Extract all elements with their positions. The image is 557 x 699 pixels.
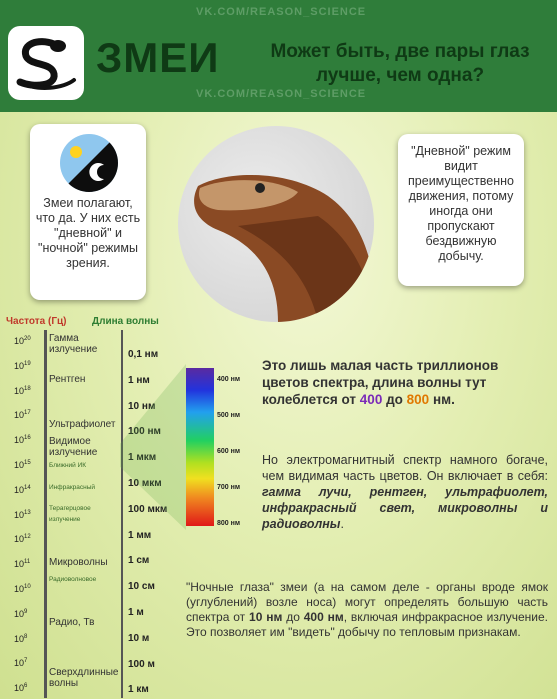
spectrum-nm-label: 600 нм [217,448,241,455]
wavelength-label: 1 мм [128,529,152,541]
spectrum-nm-label: 800 нм [217,520,241,527]
wavelength-label: 10 м [128,632,150,644]
frequency-label: $10^{11}$ [14,559,31,570]
day-mode-text: "Дневной" режим видит преимущественно движения, потому иногда они пропускают бездвижную добычу. [408,144,514,263]
frequency-label: $10^{15}$ [14,460,31,470]
wavelength-label: 0,1 нм [128,349,159,360]
frequency-label: $10^9$ [14,608,28,619]
day-mode-card [398,134,524,286]
snake-logo [8,26,84,100]
watermark-top: VK.COM/REASON_SCIENCE [196,6,367,18]
page-title: ЗМЕИ [96,34,220,81]
spectrum-note: Это лишь малая часть триллионов цветов спектра, длина волны тут колеблется от 400 до 800 нм. [262,358,499,407]
wavelength-label: 1 нм [128,374,150,386]
band-label: Радио, Тв [49,617,95,628]
wavelength-header: Длина волны [92,316,159,327]
visible-spectrum-bar [186,368,214,526]
snake-icon [8,26,84,100]
day-night-text: Змеи полагают, что да. У них есть "дневной" и "ночной" режимы зрения. [35,196,141,270]
frequency-header: Частота (Гц) [6,316,67,327]
band-label: Видимое излучение [49,436,98,458]
sun-icon [70,146,82,158]
frequency-label: $10^6$ [14,683,28,694]
wavelength-label: 10 мкм [128,478,162,489]
frequency-label: $10^7$ [14,658,28,669]
wavelength-label: 1 м [128,607,144,618]
band-label: Ультрафиолет [49,419,116,430]
em-spectrum-text: Но электромагнитный спектр намного богаче, чем видимая часть цветов. Он включает в себя: гамма лучи, рентген, ультрафиолет, инфракрасный свет, микроволны и радиоволны. [262,453,548,531]
range-start: 400 [359,392,383,407]
band-label: Ближний ИК [49,462,87,469]
band-label: Терагерцовое излучение [49,505,91,523]
spectrum-nm-label: 400 нм [217,376,241,383]
frequency-label: $10^{18}$ [14,385,31,396]
frequency-label: $10^{10}$ [14,584,31,594]
range-end: 800 [406,392,430,407]
band-label: Микроволны [49,557,108,568]
watermark-bottom: VK.COM/REASON_SCIENCE [196,88,367,100]
frequency-label: $10^{20}$ [14,336,31,346]
spectrum-nm-label: 500 нм [217,412,241,419]
band-label: Инфракрасный [49,484,96,491]
night-eyes-text: "Ночные глаза" змеи (а на самом деле - органы вроде ямок (углублений) возле носа) могут определять большую часть спектра от 10 нм до 400 нм, включая инфракрасное излучение. Это позволяет им "видеть" добычу по тепловым признакам. [186,580,549,639]
frequency-label: $10^{14}$ [14,484,31,495]
band-label: Радиоволновое [49,576,97,583]
wavelength-label: 100 м [128,658,155,670]
wavelength-label: 10 нм [128,400,156,412]
header-bar [0,0,557,112]
spectrum-nm-label: 700 нм [217,484,241,491]
frequency-label: $10^{12}$ [14,534,31,545]
frequency-label: $10^8$ [14,633,28,644]
frequency-axis [44,330,47,698]
frequency-label: $10^{13}$ [14,509,31,520]
wavelength-label: 100 мкм [128,503,168,515]
band-label: Гамма излучение [49,333,98,355]
page-subtitle: Может быть, две пары глаз лучше, чем одна? [270,41,530,86]
wavelength-axis [121,330,123,698]
frequency-label: $10^{19}$ [14,360,31,371]
day-night-icon [58,132,120,194]
wavelength-label: 1 км [128,684,149,696]
frequency-label: $10^{17}$ [14,410,31,421]
wavelength-label: 100 нм [128,426,161,438]
wavelength-label: 1 мкм [128,452,157,464]
band-label: Сверхдлинные волны [49,667,119,689]
frequency-label: $10^{16}$ [14,435,31,446]
wavelength-label: 10 см [128,581,155,593]
wavelength-label: 1 см [128,555,150,567]
day-night-card [30,124,146,300]
snake-photo [178,126,374,322]
band-label: Рентген [49,374,86,385]
snake-head-image [178,126,374,322]
